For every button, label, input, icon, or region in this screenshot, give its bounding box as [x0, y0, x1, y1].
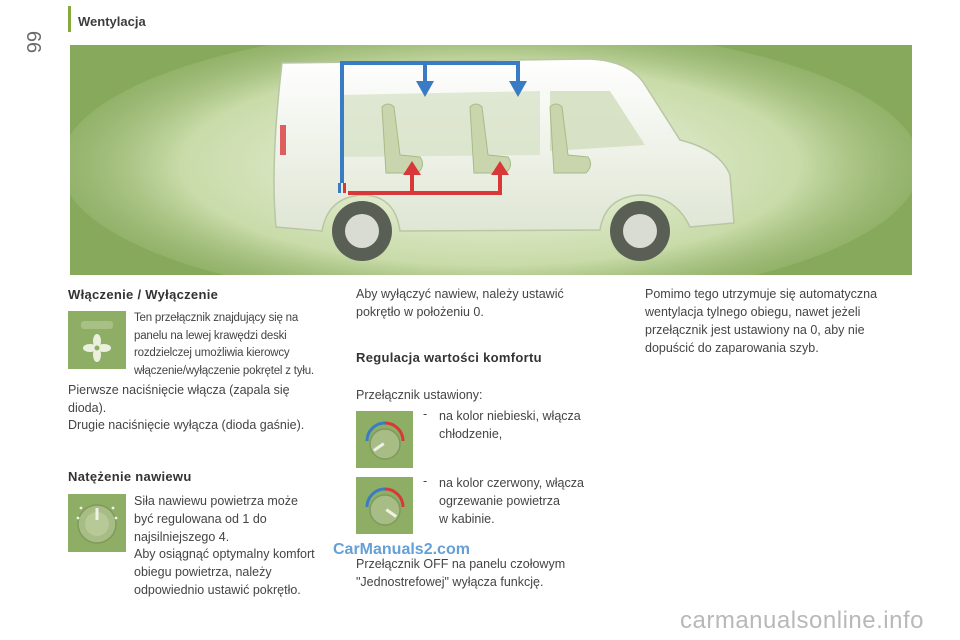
van-ventilation-illustration — [70, 45, 912, 275]
press-first-text: Pierwsze naciśnięcie włącza (zapala się dioda). — [68, 383, 290, 415]
comfort-note: Aby osiągnąć optymalny komfort obiegu powietrza, należy odpowiednio ustawić pokrętło. — [134, 547, 315, 597]
section-title: Wentylacja — [78, 14, 146, 29]
switch-image — [68, 311, 126, 369]
blue-setting-text: na kolor niebieski, włącza chłodzenie, — [439, 409, 581, 441]
bullet-dash: - — [423, 407, 428, 421]
bullet-dash: - — [423, 474, 428, 488]
fan-note: Siła nawiewu powietrza może być regulowana od 1 do najsilniejszego 4. — [134, 494, 298, 544]
fan-icon — [83, 334, 111, 362]
van-side-window — [340, 91, 540, 157]
off-switch-note: Przełącznik OFF na panelu czołowym "Jednostrefowej" wyłącza funkcję. — [356, 557, 566, 589]
switch-led-bar — [81, 321, 113, 329]
rear-wheel-hub — [345, 214, 379, 248]
switch-note: Ten przełącznik znajdujący się na panelu na lewej krawędzi deski rozdzielczej umożliwia kierowcy włączenie/wyłączenie pokrętel z tyłu. — [134, 312, 314, 377]
press-second-text: Drugie naciśnięcie wyłącza (dioda gaśnie). — [68, 418, 305, 432]
watermark-carmanualsonline: carmanualsonline.info — [680, 607, 924, 634]
cool-knob-image — [356, 411, 413, 468]
outlet-red-mark — [343, 183, 346, 193]
heading-fan-speed: Natężenie nawiewu — [68, 469, 192, 484]
page-number: 66 — [22, 30, 44, 54]
temperature-knob — [370, 495, 400, 525]
van-ventilation-diagram — [70, 45, 912, 275]
tail-light — [280, 125, 286, 155]
outlet-blue-mark — [338, 183, 341, 193]
auto-ventilation-note: Pomimo tego utrzymuje się automatyczna wentylacja tylnego obiegu, nawet jeżeli przełącznik jest ustawiony na 0, aby nie dopuścić do zaparowania szyb. — [645, 287, 878, 355]
watermark-carmanuals2[interactable]: CarManuals2.com — [333, 541, 470, 558]
comfort-intro: Przełącznik ustawiony: — [356, 388, 483, 402]
heading-comfort: Regulacja wartości komfortu — [356, 350, 542, 365]
warm-knob-image — [356, 477, 413, 534]
section-accent-bar — [68, 6, 71, 32]
knob-pointer — [96, 508, 99, 520]
heading-on-off: Włączenie / Wyłączenie — [68, 287, 219, 302]
red-setting-text: na kolor czerwony, włącza ogrzewanie powietrza w kabinie. — [439, 476, 584, 526]
temperature-knob — [370, 429, 400, 459]
fan-speed-knob-image — [68, 494, 126, 552]
front-wheel-hub — [623, 214, 657, 248]
off-note: Aby wyłączyć nawiew, należy ustawić pokrętło w położeniu 0. — [356, 287, 564, 319]
